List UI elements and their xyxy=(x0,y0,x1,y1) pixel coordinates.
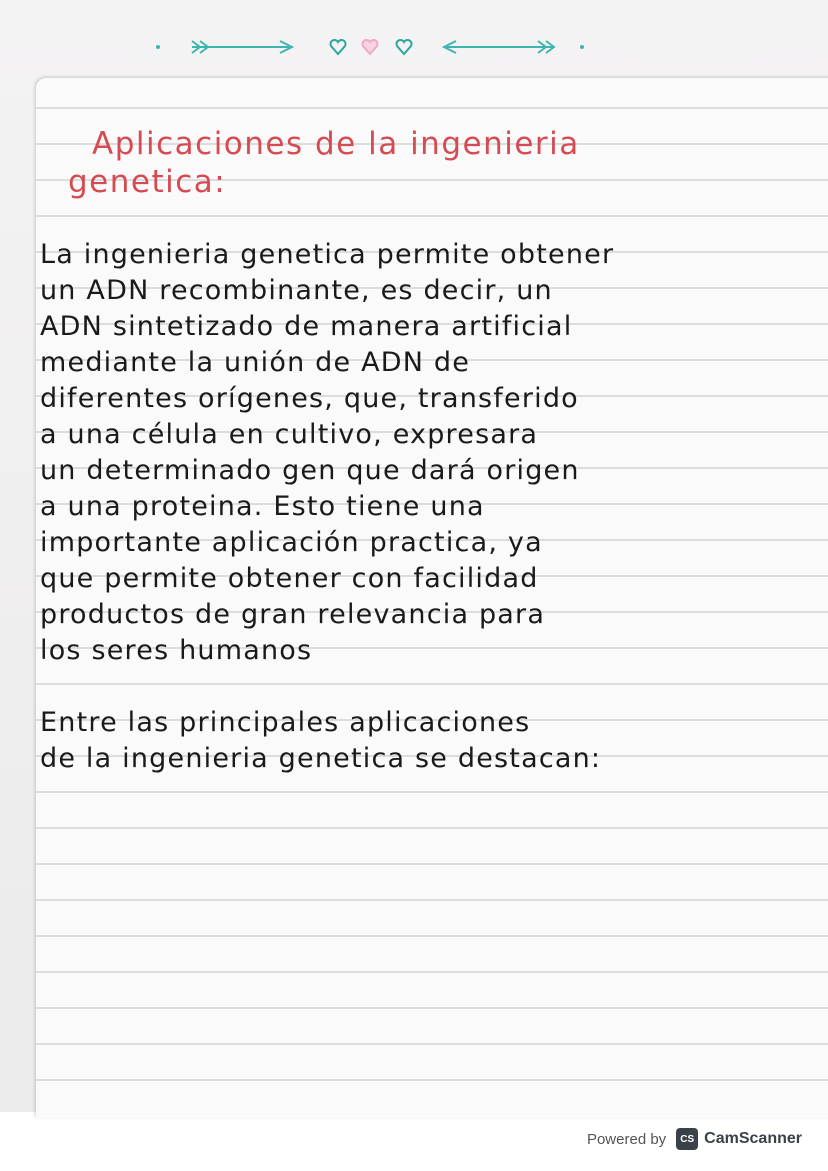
heart-teal-icon xyxy=(396,40,411,54)
paragraph-1-line: productos de gran relevancia para xyxy=(40,599,546,630)
camscanner-watermark xyxy=(577,1122,812,1156)
heart-teal-icon xyxy=(330,40,345,54)
paragraph-1-line: a una célula en cultivo, expresara xyxy=(40,419,539,450)
dot-icon xyxy=(580,45,584,49)
paragraph-1-line: importante aplicación practica, ya xyxy=(40,527,543,558)
paragraph-1-line: un determinado gen que dará origen xyxy=(40,455,580,486)
camscanner-brand: CamScanner xyxy=(704,1130,802,1147)
paragraph-1-line: mediante la unión de ADN de xyxy=(40,347,471,378)
paragraph-2-line: de la ingenieria genetica se destacan: xyxy=(40,743,602,774)
paragraph-2-line: Entre las principales aplicaciones xyxy=(40,707,531,738)
ruled-lines xyxy=(36,78,828,1118)
paragraph-1-line: los seres humanos xyxy=(40,635,313,666)
title-line-1: Aplicaciones de la ingenieria xyxy=(92,126,580,162)
powered-by-label: Powered by xyxy=(586,1130,667,1148)
notebook-page xyxy=(36,78,828,1118)
paragraph-1-line: ADN sintetizado de manera artificial xyxy=(40,311,573,342)
title-line-2: genetica: xyxy=(68,164,227,200)
header-ornament xyxy=(150,36,600,58)
arrow-left-icon xyxy=(444,41,554,53)
paragraph-1-line: a una proteina. Esto tiene una xyxy=(40,491,485,522)
dot-icon xyxy=(156,45,160,49)
paragraph-1-line: La ingenieria genetica permite obtener xyxy=(40,239,615,270)
camscanner-logo-icon: CS xyxy=(676,1128,698,1150)
paragraph-1-line: un ADN recombinante, es decir, un xyxy=(40,275,553,306)
arrow-right-icon xyxy=(192,41,292,53)
heart-pink-icon xyxy=(362,40,377,54)
paragraph-1-line: diferentes orígenes, que, transferido xyxy=(40,383,579,414)
paragraph-1-line: que permite obtener con facilidad xyxy=(40,563,539,594)
